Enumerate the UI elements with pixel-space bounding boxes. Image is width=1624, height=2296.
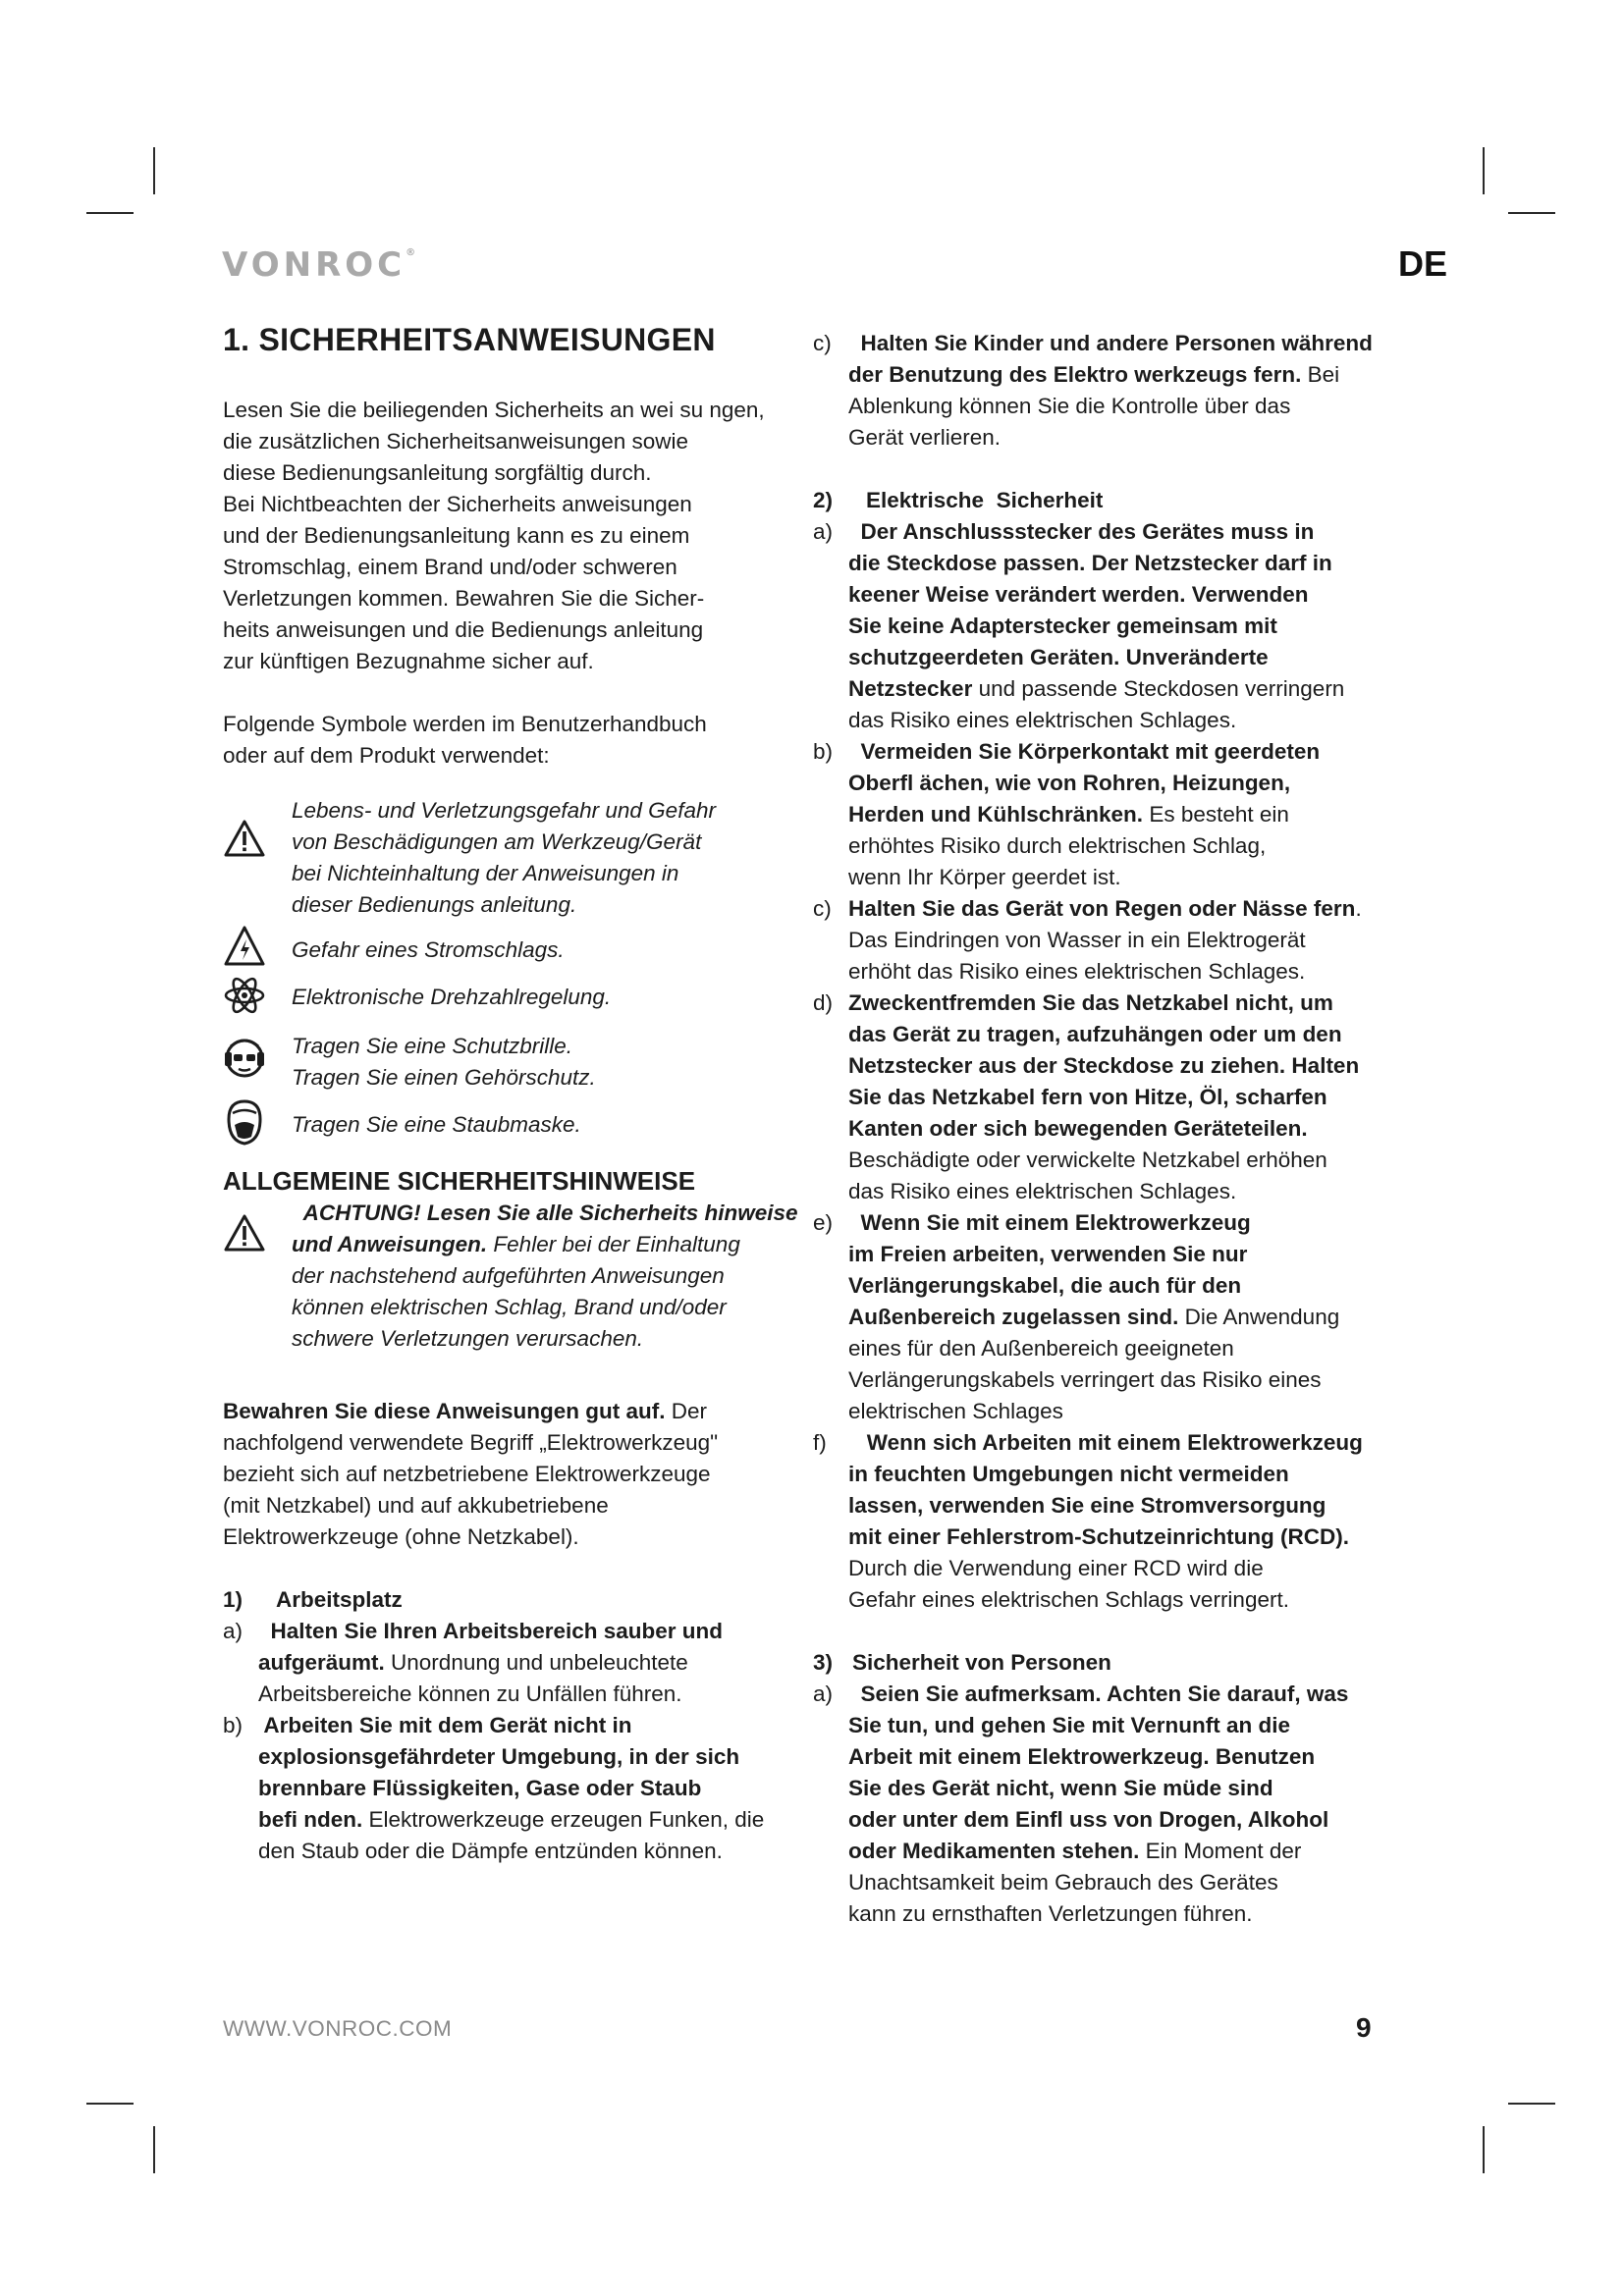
warning-triangle-icon: [223, 1213, 266, 1253]
warning-triangle-icon: [223, 819, 266, 858]
language-code: DE: [1398, 243, 1448, 284]
dust-mask-icon: [223, 1097, 266, 1147]
list-item: d) Zweckentfremden Sie das Netzkabel nicht, um das Gerät zu tragen, aufzuhängen oder um den Netzstecker aus der Steckdose zu ziehen. Halten Sie das Netzkabel fern von Hitze, Öl, scharfen Kanten oder sich bewegenden Geräteteilen. Beschädigte oder verwickelte Netzkabel erhöhen das Risiko eines elektrischen Schlages.: [813, 990, 1360, 1203]
list-item: c) Halten Sie Kinder und andere Personen während der Benutzung des Elektro werkzeugs fern. Bei Ablenkung können Sie die Kontrolle über das Gerät verlieren.: [813, 331, 1373, 450]
page-title: 1. SICHERHEITSANWEISUNGEN: [223, 322, 716, 357]
section-heading-electrical: 2) Elektrische Sicherheit: [813, 488, 1104, 512]
list-item: b) Vermeiden Sie Körperkontakt mit geerdeten Oberfl ächen, wie von Rohren, Heizungen, Herden und Kühlschränken. Es besteht ein erhöhtes Risiko durch elektrischen Schlag, wenn Ihr Körper geerdet ist.: [813, 739, 1321, 889]
left-column: [223, 320, 804, 1867]
list-item: c) Halten Sie das Gerät von Regen oder Nässe fern. Das Eindringen von Wasser in ein Elektrogerät erhöht das Risiko eines elektrischen Schlages.: [813, 896, 1362, 984]
symbol-row-mask: Tragen Sie eine Staubmaske.: [223, 1109, 804, 1147]
crop-mark: [86, 212, 134, 214]
crop-mark: [1508, 2103, 1555, 2105]
speed-control-icon: [223, 976, 266, 1015]
intro-paragraph: Lesen Sie die beiliegenden Sicherheits an wei su ngen, die zusätzlichen Sicherheitsanweisungen sowie diese Bedienungsanleitung sorgfältig durch. Bei Nichtbeachten der Sicherheits anweisungen und der Bedienungsanleitung kann es zu einem Stromschlag, einem Brand und/oder schweren Verletzungen kommen. Bewahren Sie die Sicher- heits anweisungen und die Bedienungs anleitung zur künftigen Bezugnahme sicher auf.: [223, 398, 765, 673]
section-heading-workplace: 1) Arbeitsplatz: [223, 1587, 403, 1612]
crop-mark: [153, 147, 155, 194]
symbols-intro: Folgende Symbole werden im Benutzerhandbuch oder auf dem Produkt verwendet:: [223, 712, 707, 768]
general-safety-heading: ALLGEMEINE SICHERHEITSHINWEISE: [223, 1166, 696, 1196]
caution-block: ACHTUNG! Lesen Sie alle Sicherheits hinweise und Anweisungen. Fehler bei der Einhaltung der nachstehend aufgeführten Anweisungen können elektrischen Schlag, Brand und/oder schwere Verletzungen verursachen.: [223, 1198, 804, 1355]
list-item: e) Wenn Sie mit einem Elektrowerkzeug im Freien arbeiten, verwenden Sie nur Verlängerungskabel, die auch für den Außenbereich zugelassen sind. Die Anwendung eines für den Außenbereich geeigneten Verlängerungskabels verringert das Risiko eines elektrischen Schlages: [813, 1210, 1340, 1423]
list-item: a) Seien Sie aufmerksam. Achten Sie darauf, was Sie tun, und gehen Sie mit Vernunft an die Arbeit mit einem Elektrowerkzeug. Benutzen Sie des Gerät nicht, wenn Sie müde sind oder unter dem Einfl uss von Drogen, Alkohol oder Medikamenten stehen. Ein Moment der Unachtsamkeit beim Gebrauch des Gerätes kann zu ernsthaften Verletzungen führen.: [813, 1682, 1349, 1926]
page-number: 9: [1356, 2012, 1372, 2043]
crop-mark: [1508, 212, 1555, 214]
keep-instructions-paragraph: Bewahren Sie diese Anweisungen gut auf. Der nachfolgend verwendete Begriff „Elektrowerkzeug" bezieht sich auf netzbetriebene Elektrowerkzeuge (mit Netzkabel) und auf akkubetriebene Elektrowerkzeuge (ohne Netzkabel).: [223, 1399, 719, 1549]
section-heading-personal-safety: 3) Sicherheit von Personen: [813, 1650, 1111, 1675]
symbol-row-goggles: Tragen Sie eine Schutzbrille. Tragen Sie einen Gehörschutz.: [223, 1031, 804, 1094]
list-item: a) Der Anschlussstecker des Gerätes muss in die Steckdose passen. Der Netzstecker darf in keener Weise verändert werden. Verwenden Sie keine Adapterstecker gemeinsam mit schutzgeerdeten Geräten. Unveränderte Netzstecker und passende Steckdosen verringern das Risiko eines elektrischen Schlages.: [813, 519, 1345, 732]
crop-mark: [86, 2103, 134, 2105]
footer-url: WWW.VONROC.COM: [223, 2016, 453, 2041]
brand-logo: VONROC®: [222, 245, 416, 285]
right-column: [813, 328, 1402, 1930]
list-item: f) Wenn sich Arbeiten mit einem Elektrowerkzeug in feuchten Umgebungen nicht vermeiden lassen, verwenden Sie eine Stromversorgung mit einer Fehlerstrom-Schutzeinrichtung (RCD). Durch die Verwendung einer RCD wird die Gefahr eines elektrischen Schlags verringert.: [813, 1430, 1363, 1612]
electric-shock-icon: [223, 925, 266, 968]
crop-mark: [1483, 2126, 1485, 2173]
crop-mark: [153, 2126, 155, 2173]
crop-mark: [1483, 147, 1485, 194]
symbol-row-warning: Lebens- und Verletzungsgefahr und Gefahr von Beschädigungen am Werkzeug/Gerät bei Nichteinhaltung der Anweisungen in dieser Bedienungs anleitung.: [223, 795, 804, 921]
list-item: a) Halten Sie Ihren Arbeitsbereich sauber und aufgeräumt. Unordnung und unbeleuchtete Arbeitsbereiche können zu Unfällen führen.: [223, 1619, 724, 1706]
symbol-row-speed: Elektronische Drehzahlregelung.: [223, 982, 804, 1015]
list-item: b) Arbeiten Sie mit dem Gerät nicht in explosionsgefährdeter Umgebung, in der sich brennbare Flüssigkeiten, Gase oder Staub befi nden. Elektrowerkzeuge erzeugen Funken, die den Staub oder die Dämpfe entzünden können.: [223, 1713, 765, 1863]
symbol-row-shock: Gefahr eines Stromschlags.: [223, 934, 804, 968]
goggles-earmuffs-icon: [223, 1035, 266, 1080]
